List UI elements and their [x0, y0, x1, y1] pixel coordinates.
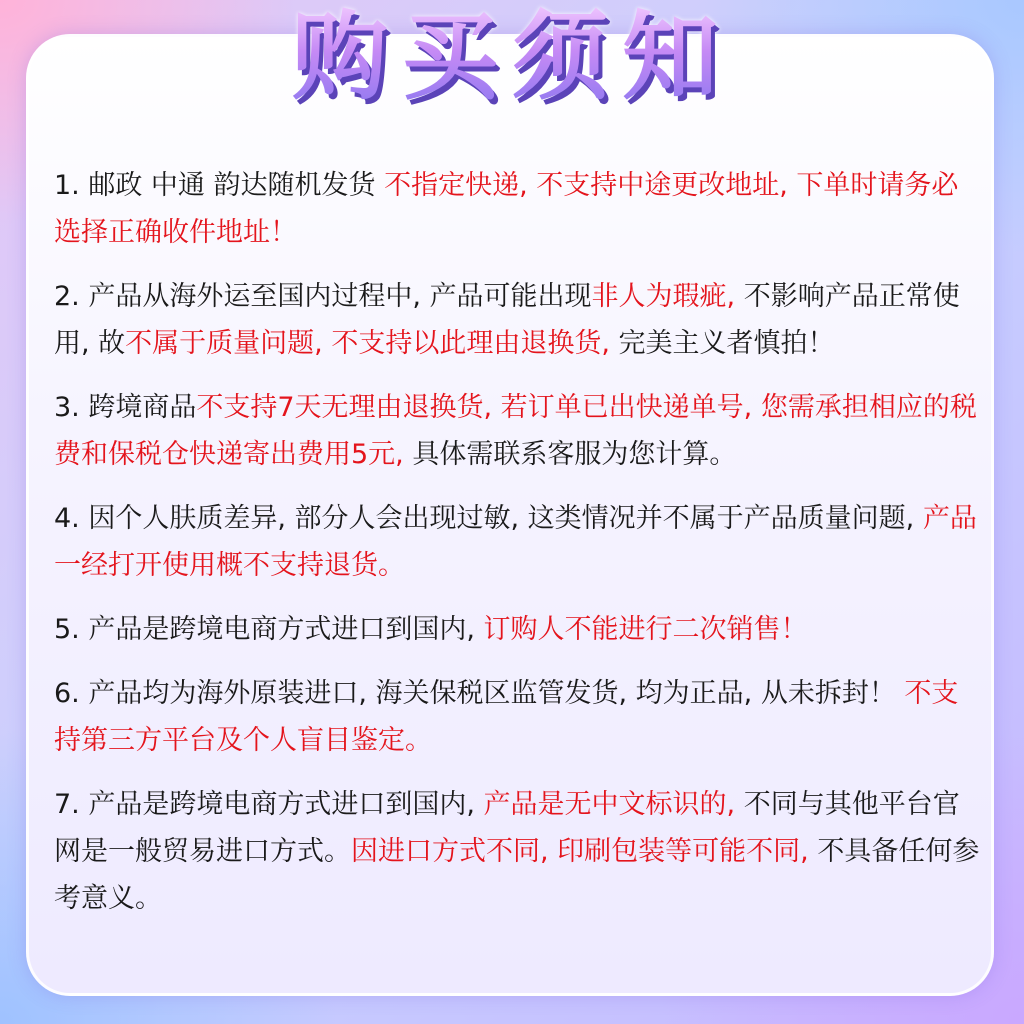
notice-text: 不同与其他平台官网是一般贸易进口方式。 — [54, 789, 960, 867]
notice-item-6 — [54, 670, 984, 764]
notice-warning: 产品一经打开使用概不支持退货。 — [54, 503, 977, 581]
notice-warning: 订购人不能进行二次销售！ — [474, 614, 808, 645]
notice-item-5 — [54, 606, 984, 653]
notice-text: 6. 产品均为海外原装进口, 海关保税区监管发货, 均为正品, 从未拆封！ — [54, 678, 896, 709]
notice-text: 5. 产品是跨境电商方式进口到国内, — [54, 614, 475, 645]
notice-text: 具体需联系客服为您计算。 — [403, 439, 737, 470]
notice-item-4 — [54, 495, 984, 589]
notice-list — [54, 162, 984, 939]
notice-warning: 不支持7天无理由退换货, 若订单已出快递单号, 您需承担相应的税费和保税仓快递寄出费用5元, — [54, 392, 977, 470]
notice-text: 4. 因个人肤质差异, 部分人会出现过敏, 这类情况并不属于产品质量问题, — [54, 503, 915, 534]
notice-text: 完美主义者慎拍！ — [609, 328, 835, 359]
notice-item-7 — [54, 781, 984, 922]
notice-item-3 — [54, 384, 984, 478]
notice-text: 2. 产品从海外运至国内过程中, 产品可能出现 — [54, 281, 592, 312]
notice-item-2 — [54, 273, 984, 367]
notice-warning: 因进口方式不同, 印刷包装等可能不同, — [351, 836, 809, 867]
page-title: 购买须知 — [0, 2, 1024, 112]
notice-warning: 不支持第三方平台及个人盲目鉴定。 — [54, 678, 959, 756]
notice-warning: 不属于质量问题, 不支持以此理由退换货, — [125, 328, 610, 359]
notice-warning: 非人为瑕疵, — [591, 281, 736, 312]
notice-text: 7. 产品是跨境电商方式进口到国内, — [54, 789, 475, 820]
notice-warning: 产品是无中文标识的, — [474, 789, 736, 820]
notice-text: 不影响产品正常使用, 故 — [54, 281, 960, 359]
notice-text: 不具备任何参考意义。 — [54, 836, 980, 914]
notice-text: 3. 跨境商品 — [54, 392, 197, 423]
notice-warning: 不指定快递, 不支持中途更改地址, 下单时请务必选择正确收件地址！ — [54, 170, 959, 248]
notice-item-1 — [54, 162, 984, 256]
notice-text: 1. 邮政 中通 韵达随机发货 — [54, 170, 385, 201]
